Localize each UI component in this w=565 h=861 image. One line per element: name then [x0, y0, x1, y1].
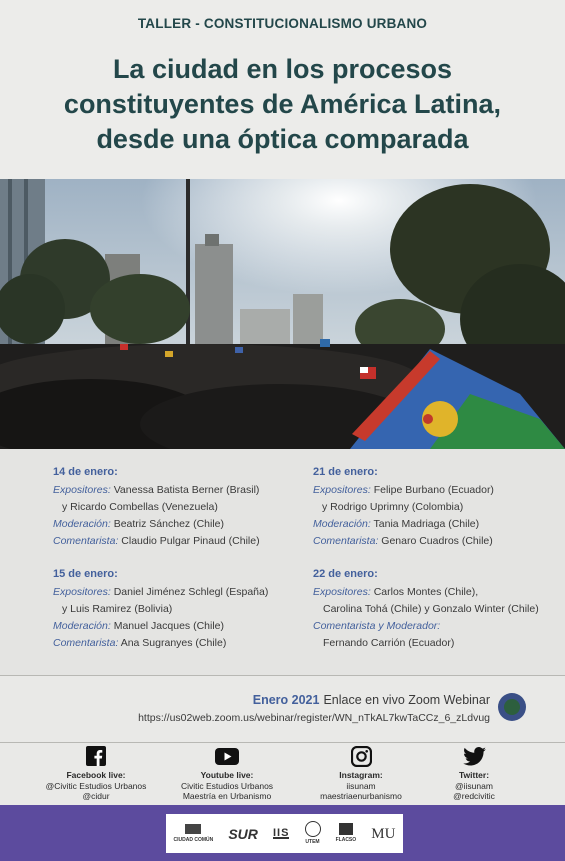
instagram-icon — [296, 743, 426, 769]
twitter-link[interactable] — [409, 743, 539, 802]
ciudad-comun-logo: CIUDAD COMÚN — [174, 824, 214, 844]
zoom-month: Enero 2021 — [252, 693, 320, 707]
session-date: 21 de enero: — [313, 466, 378, 478]
iis-logo: IIS — [272, 826, 290, 839]
protest-photo — [0, 179, 565, 449]
session-date: 15 de enero: — [53, 568, 118, 580]
zoom-text: Enlace en vivo Zoom Webinar — [323, 693, 490, 707]
instagram-handle: iisunam — [346, 780, 376, 791]
expositores-continued: y Luis Ramirez (Bolivia) — [62, 603, 173, 615]
title-line: La ciudad en los procesos — [112, 54, 453, 84]
social-links — [0, 743, 565, 805]
event-title — [20, 52, 545, 157]
session-15-enero — [53, 566, 293, 652]
facebook-handle: @Civitic Estudios Urbanos — [45, 780, 147, 791]
expositores-row: Expositores: Daniel Jiménez Schlegl (España) — [53, 586, 269, 598]
sur-logo: SUR — [228, 825, 258, 842]
zoom-section — [0, 676, 565, 742]
expositores-continued: y Ricardo Combellas (Venezuela) — [62, 501, 218, 513]
zoom-logo-icon — [498, 693, 526, 721]
comentarista-row: Comentarista: Claudio Pulgar Pinaud (Chile) — [53, 535, 260, 547]
facebook-label: Facebook live: — [66, 770, 126, 780]
title-line: constituyentes de América Latina, — [63, 89, 502, 119]
moderacion-row: Moderación: Tania Madriaga (Chile) — [313, 518, 480, 530]
footer — [0, 805, 565, 861]
session-22-enero — [313, 566, 558, 652]
header — [0, 0, 565, 179]
expositores-row: Expositores: Vanessa Batista Berner (Brasil) — [53, 484, 260, 496]
title-line: desde una óptica comparada — [96, 124, 469, 154]
session-14-enero — [53, 464, 293, 550]
youtube-channel: Maestría en Urbanismo — [182, 791, 272, 801]
twitter-handle: @iisunam — [455, 780, 493, 791]
comentarista-row: Comentarista: Ana Sugranyes (Chile) — [53, 637, 227, 649]
event-subtitle: TALLER - CONSTITUCIONALISMO URBANO — [137, 16, 428, 31]
facebook-icon — [31, 743, 161, 769]
session-date: 22 de enero: — [313, 568, 378, 580]
expositores-continued: Carolina Tohá (Chile) y Gonzalo Winter (Chile) — [323, 603, 539, 615]
comentarista-row: Comentarista: Genaro Cuadros (Chile) — [313, 535, 493, 547]
expositores-row: Expositores: Carlos Montes (Chile), — [313, 586, 479, 598]
schedule-column-right — [313, 464, 558, 668]
facebook-link[interactable] — [31, 743, 161, 802]
partner-logos — [166, 814, 403, 853]
moderacion-row: Moderación: Manuel Jacques (Chile) — [53, 620, 224, 632]
expositores-row: Expositores: Felipe Burbano (Ecuador) — [313, 484, 494, 496]
expositores-continued: y Rodrigo Uprimny (Colombia) — [322, 501, 464, 513]
youtube-label: Youtube live: — [200, 770, 254, 780]
schedule — [0, 449, 565, 675]
zoom-link[interactable]: https://us02web.zoom.us/webinar/register/WN_nTkAL7kwTaCCz_6_zLdvug — [138, 712, 490, 724]
twitter-icon — [409, 743, 539, 769]
schedule-column-left — [53, 464, 293, 668]
moderacion-row: Moderación: Beatriz Sánchez (Chile) — [53, 518, 224, 530]
utem-logo: UTEM — [305, 821, 321, 846]
youtube-channel: Civitic Estudios Urbanos — [180, 780, 274, 791]
twitter-label: Twitter: — [458, 770, 490, 780]
session-date: 14 de enero: — [53, 466, 118, 478]
session-21-enero — [313, 464, 558, 550]
youtube-link[interactable] — [162, 743, 292, 802]
twitter-handle: @redcivitic — [453, 791, 495, 801]
instagram-label: Instagram: — [339, 770, 383, 780]
facebook-handle: @cidur — [82, 791, 110, 801]
zoom-heading — [253, 693, 490, 707]
mu-logo: MU — [371, 825, 396, 842]
youtube-icon — [162, 743, 292, 769]
instagram-handle: maestriaenurbanismo — [320, 791, 402, 801]
comentarista-moderador-row: Comentarista y Moderador: — [313, 620, 441, 632]
comentarista-moderador-name: Fernando Carrión (Ecuador) — [323, 637, 455, 649]
flacso-logo: FLACSO — [336, 823, 357, 844]
instagram-link[interactable] — [296, 743, 426, 802]
